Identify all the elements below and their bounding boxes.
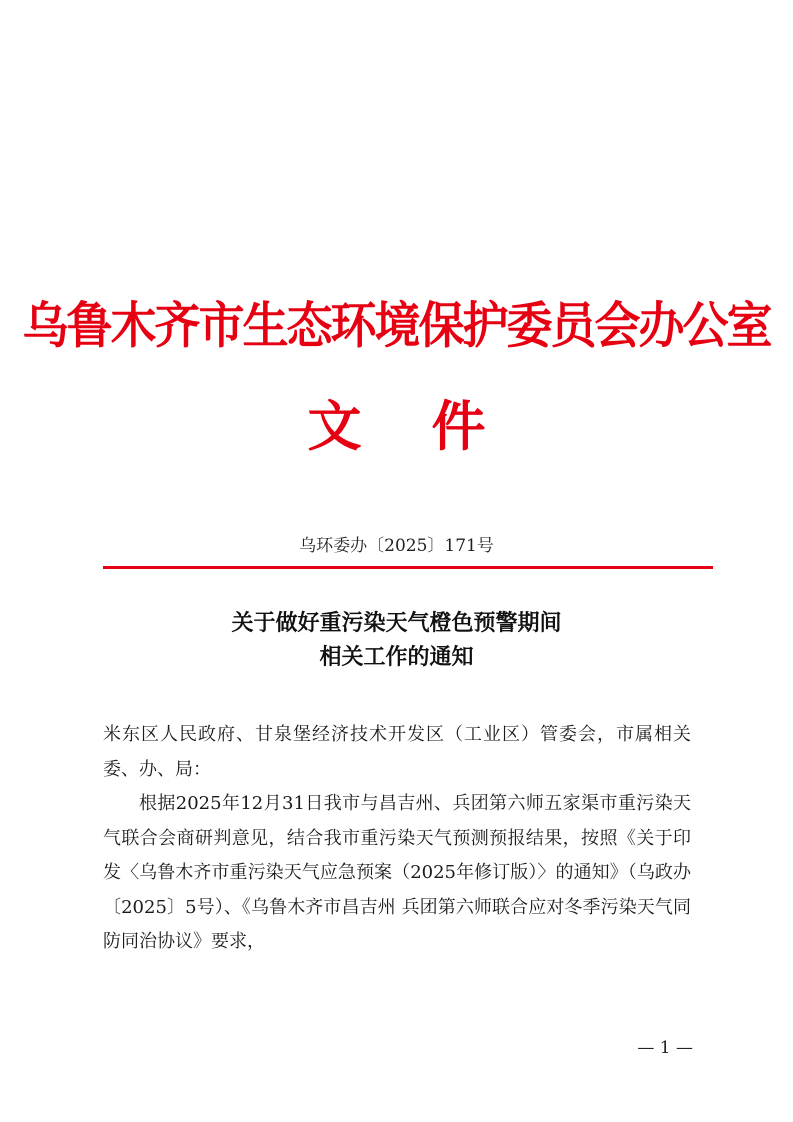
issuing-organization: 乌鲁木齐市生态环境保护委员会办公室	[22, 295, 771, 355]
title-line-1: 关于做好重污染天气橙色预警期间	[231, 610, 562, 636]
addressee-paragraph: 米东区人民政府、甘泉堡经济技术开发区（工业区）管委会，市属相关委、办、局：	[103, 724, 691, 780]
document-number: 乌环委办〔2025〕171号	[299, 536, 494, 556]
page-number: — 1 —	[637, 1038, 693, 1058]
title-line-2: 相关工作的通知	[319, 644, 474, 670]
document-body	[103, 718, 691, 960]
document-title	[0, 606, 793, 674]
red-divider-line	[103, 566, 713, 569]
body-paragraph-1: 根据2025年12月31日我市与昌吉州、兵团第六师五家渠市重污染天气联合会商研判意见，结合我市重污染天气预测预报结果，按照《关于印发〈乌鲁木齐市重污染天气应急预案（2025年修订版）〉的通知》（乌政办〔2025〕5号）、《乌鲁木齐市昌吉州 兵团第六师联合应对冬季污染天气同防同治协议》要求，	[103, 793, 691, 952]
document-type-heading: 文件	[307, 395, 556, 458]
